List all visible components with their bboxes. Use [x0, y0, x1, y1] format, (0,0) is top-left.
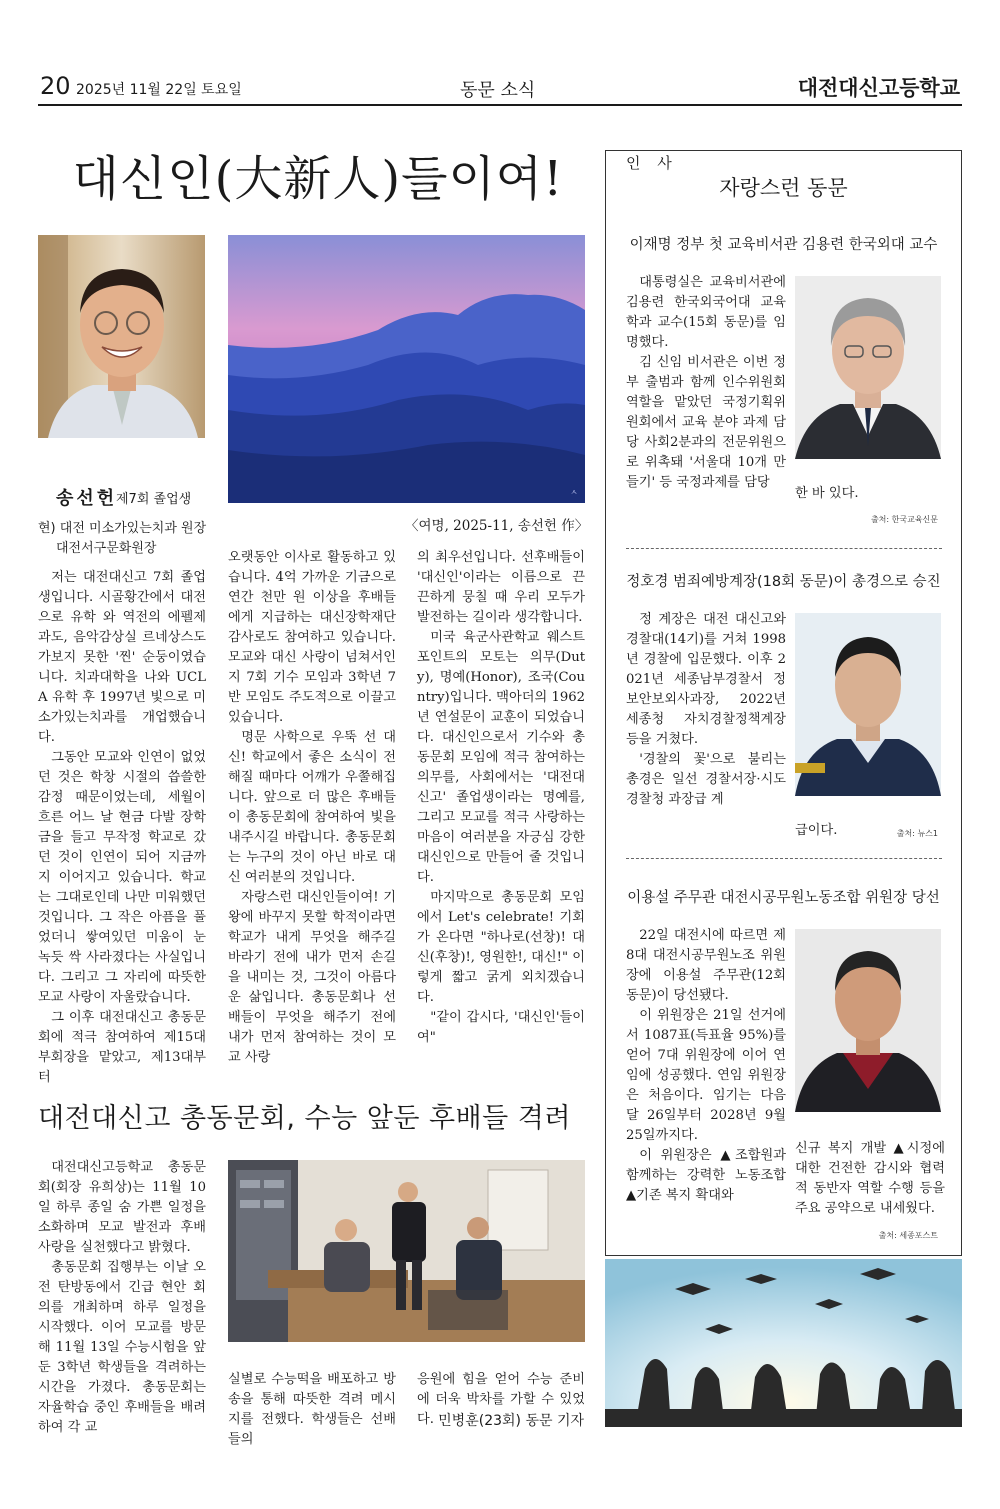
paragraph: 그 이후 대전대신고 총동문회에 적극 참여하여 제15대 부회장을 맡았고, 제13대부터 [38, 1010, 206, 1085]
paragraph: 마지막으로 총동문회 모임에서 Let's celebrate! 기회가 온다면 "하나로(선창)! 대신(후창)!, 영원한!, 대신!" 이렇게 짧고 굵게 외치겠습니다. [417, 890, 585, 1005]
section-name: 동문 소식 [460, 80, 536, 101]
sidebar-text-3 [626, 926, 786, 1206]
paragraph: 이 위원장은 21일 선거에서 1087표(득표율 95%)를 얻어 7대 위원장에 이어 연임에 성공했다. 연임 위원장은 처음이다. 임기는 다음 달 26일부터 2028년 9월 25일까지다. [626, 1008, 786, 1143]
issue-date: 2025년 11월 22일 토요일 [76, 82, 242, 98]
paragraph: 정 계장은 대전 대신고와 경찰대(14기)를 거쳐 1998년 경찰에 입문했다. 이후 2021년 세종남부경찰서 정보안보외사과장, 2022년 세종청 자치경찰정책계장 등을 거쳤다. [626, 612, 786, 747]
author-role-2: 대전서구문화원장 [56, 541, 157, 556]
masthead-school: 대전대신고등학교 [797, 76, 960, 100]
feature-title: 대신인(大新人)들이여! [72, 151, 564, 207]
news-column-2 [228, 1370, 396, 1450]
paragraph: 실별로 수능떡을 배포하고 방송을 통해 따뜻한 격려 메시지를 전했다. 학생들은 선배들의 [228, 1372, 396, 1447]
sidebar-headline-2: 정호경 범죄예방계장(18회 동문)이 총경으로 승진 [626, 574, 941, 590]
feature-column-2 [228, 548, 396, 1068]
painting-caption: 〈여명, 2025-11, 송선헌 作〉 [405, 518, 589, 534]
paragraph: 김 신임 비서관은 이번 정부 출범과 함께 인수위원회 역할을 맡았던 국정기획위원회에서 교육 분야 과제 담당 사회2분과의 전문위원으로 위촉돼 '서울대 10개 만들기' 등 국정과제를 담당 [626, 355, 786, 490]
sidebar-source-2: 출처: 뉴스1 [896, 829, 938, 838]
paragraph: 이 위원장은 ▲조합원과 함께하는 강력한 노동조합 ▲기존 복지 확대와 [626, 1148, 786, 1203]
paragraph: 대통령실은 교육비서관에 김용련 한국외국어대 교육학과 교수(15회 동문)를 임명했다. [626, 275, 786, 350]
graduation-image [605, 1259, 962, 1427]
paragraph: 미국 육군사관학교 웨스트포인트의 모토는 의무(Duty), 명예(Honor), 조국(Country)입니다. 맥아더의 1962년 연설문이 교훈이 되었습니다. 대신인으로서 기수와 총동문회 모임에 적극 참여하는 의무를, 사회에서는 '대전대신고' 졸업생이라는 명예를, 그리고 모교를 적극 사랑하는 마음이 여러분을 자긍심 강한 대신인으로 만들어 줄 것입니다. [417, 630, 586, 885]
feature-column-1 [38, 568, 206, 1088]
news-byline: 민병훈(23회) 동문 기자 [438, 1413, 584, 1429]
paragraph: 의 최우선입니다. 선후배들이 '대신인'이라는 이름으로 끈끈하게 뭉칠 때 우리 모두가 발전하는 길이라 생각합니다. [417, 550, 585, 625]
sidebar-title: 자랑스런 동문 [719, 176, 848, 200]
paragraph: 총동문회 집행부는 이날 오전 탄방동에서 긴급 현안 회의를 개최하며 하루 일정을 시작했다. 이어 모교를 방문해 11월 13일 수능시험을 앞둔 3학년 학생들을 격려하는 시간을 가졌다. 총동문회는 자율학습 중인 후배들을 배려하여 각 교 [38, 1260, 206, 1435]
sidebar-source-1: 출처: 한국교육신문 [870, 515, 938, 524]
jung-hokyung-photo [795, 613, 941, 796]
news-column-1 [38, 1158, 206, 1438]
author-graduation: 제7회 졸업생 [116, 492, 192, 507]
author-portrait [38, 235, 205, 438]
paragraph: '경찰의 꽃'으로 불리는 총경은 일선 경찰서장·시도경찰청 과장급 계 [626, 752, 786, 807]
author-name: 송선헌 [56, 488, 118, 509]
news-title: 대전대신고 총동문회, 수능 앞둔 후배들 격려 [38, 1103, 571, 1134]
sidebar-text-1 [626, 273, 786, 493]
lee-yongseol-photo [795, 929, 941, 1112]
sidebar-tail-2: 급이다. [795, 823, 838, 838]
paragraph: 대전대신고등학교 총동문회(회장 유희상)는 11월 10일 하루 종일 숨 가쁜 일정을 소화하며 모교 발전과 후배 사랑을 실천했다고 밝혔다. [38, 1160, 206, 1255]
paragraph: 22일 대전시에 따르면 제8대 대전시공무원노조 위원장에 이용설 주무관(12회 동문)이 당선됐다. [626, 928, 786, 1003]
painting-signature: ㅅ [570, 488, 578, 497]
sidebar-tail-1: 한 바 있다. [795, 486, 859, 501]
painting-dawn [228, 235, 585, 503]
paragraph: 응원에 힘을 얻어 수능 준비에 더욱 박차를 가할 수 있었다. [417, 1372, 585, 1427]
sidebar-headline-3: 이용설 주무관 대전시공무원노동조합 위원장 당선 [627, 890, 940, 906]
author-role-1: 현) 대전 미소가있는치과 원장 [38, 521, 207, 536]
sidebar-divider [626, 548, 942, 549]
kim-yongryeon-photo [795, 276, 941, 459]
sidebar-headline-1: 이재명 정부 첫 교육비서관 김용련 한국외대 교수 [629, 237, 938, 253]
sidebar-tail-3: 신규 복지 개발 ▲시정에 대한 건전한 감시와 협력적 동반자 역할 수행 등을 주요 공약으로 내세웠다. [795, 1141, 945, 1216]
paragraph: 오랫동안 이사로 활동하고 있습니다. 4억 가까운 기금으로 연간 천만 원 이상을 후배들에게 지급하는 대신장학재단 감사로도 참여하고 있습니다. 모교와 대신 사랑이 넘쳐서인지 7회 기수 모임과 3학년 7반 모임도 주도적으로 이끌고 있습니다. [228, 550, 396, 725]
sidebar-divider [626, 858, 942, 859]
sidebar-text-2 [626, 610, 786, 810]
page-number: 20 [40, 72, 71, 100]
feature-column-3 [417, 548, 585, 1048]
sidebar-source-3: 출처: 세종포스트 [878, 1231, 938, 1240]
paragraph: 저는 대전대신고 7회 졸업생입니다. 시골황간에서 대전으로 유학 와 역전의 에펠제과도, 음악감상실 르네상스도 가보지 못한 '찐' 순둥이였습니다. 치과대학을 나와 UCLA 유학 후 1997년 빛으로 미소가있는치과를 개업했습니다. [38, 570, 206, 745]
paragraph: 명문 사학으로 우뚝 선 대신! 학교에서 좋은 소식이 전해질 때마다 어깨가 우쭐해집니다. 앞으로 더 많은 후배들이 총동문회에 참여하여 빛을 내주시길 바랍니다. 총동문회는 누구의 것이 아닌 바로 대신 여러분의 것입니다. [228, 730, 396, 885]
paragraph: 그동안 모교와 인연이 없었던 것은 학창 시절의 씁쓸한 감정 때문이었는데, 세월이 흐른 어느 날 현금 다발 장학금을 들고 무작정 학교로 갔던 것이 인연이 되어 지금까지 이어지고 있습니다. 학교는 그대로인데 나만 미워했던 것입니다. 그 작은 아픔을 풀었더니 쌓여있던 미움이 눈 녹듯 싹 사라졌다는 사실입니다. 그리고 그 자리에 따뜻한 모교 사랑이 자울랐습니다. [38, 750, 206, 1005]
alumni-visit-photo [228, 1160, 585, 1342]
paragraph: 자랑스런 대신인들이여! 기왕에 바꾸지 못할 학적이라면 학교가 내게 무엇을 해주길 바라기 전에 내가 먼저 손길을 내미는 것, 그것이 아름다운 삶입니다. 총동문회나 선배들이 무엇을 해주기 전에 내가 먼저 참여하는 것이 모교 사랑 [228, 890, 396, 1065]
sidebar-tag: 인 사 [626, 154, 678, 172]
header-rule [38, 104, 962, 106]
paragraph: "같이 갑시다, '대신인'들이여" [417, 1010, 585, 1045]
